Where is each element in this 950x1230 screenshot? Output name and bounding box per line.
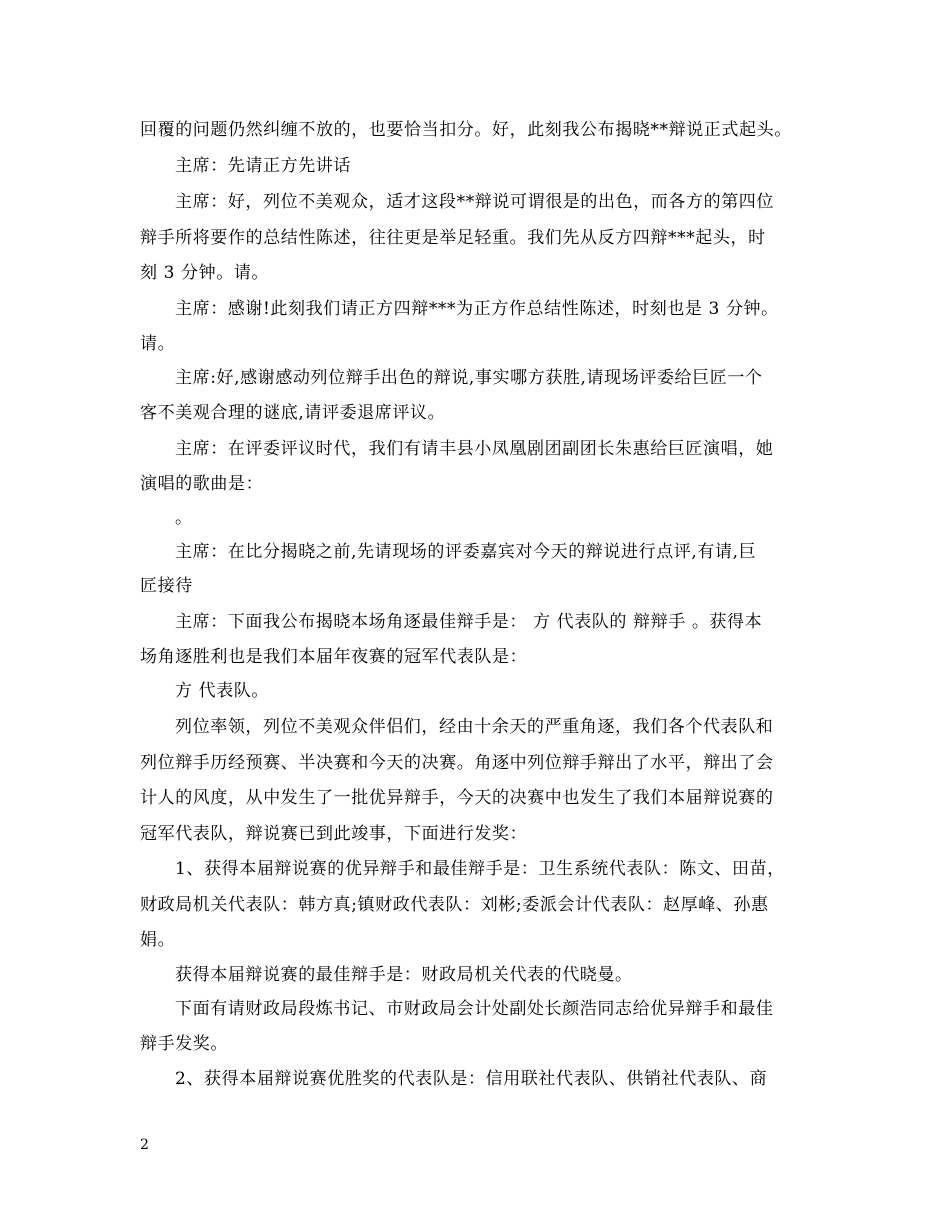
text-line-3: 主席：好，列位不美观众，适才这段**辩说可谓很是的出色，而各方的第四位 (175, 192, 774, 212)
text-line-13: 主席：在比分揭晓之前,先请现场的评委嘉宾对今天的辩说进行点评,有请,巨 (175, 542, 757, 562)
text-line-9: 客不美观合理的谜底,请评委退席评议。 (140, 403, 446, 423)
text-line-8: 主席:好,感谢感动列位辩手出色的辩说,事实哪方获胜,请现场评委给巨匠一个 (175, 368, 763, 388)
text-line-27: 辩手发奖。 (140, 1034, 228, 1054)
text-line-16: 场角逐胜利也是我们本届年夜赛的冠军代表队是： (140, 647, 528, 667)
text-line-22: 1、获得本届辩说赛的优异辩手和最佳辩手是：卫生系统代表队：陈文、田苗， (175, 859, 785, 879)
text-line-26: 下面有请财政局段炼书记、市财政局会计处副处长颜浩同志给优异辩手和最佳 (175, 999, 774, 1019)
page-number: 2 (140, 1137, 149, 1153)
text-line-17: 方 代表队。 (175, 681, 270, 701)
text-line-2: 主席：先请正方先讲话 (175, 156, 351, 176)
text-line-28: 2、获得本届辩说赛优胜奖的代表队是：信用联社代表队、供销社代表队、商 (175, 1069, 768, 1089)
text-line-6: 主席：感谢!此刻我们请正方四辩***为正方作总结性陈述，时刻也是 3 分钟。 (175, 299, 779, 319)
text-line-24: 娟。 (140, 930, 176, 950)
text-line-21: 冠军代表队，辩说赛已到此竣事，下面进行发奖： (140, 824, 528, 844)
text-line-5: 刻 3 分钟。请。 (140, 263, 270, 283)
text-line-7: 请。 (140, 334, 176, 354)
text-line-23: 财政局机关代表队：韩方真;镇财政代表队：刘彬;委派会计代表队：赵厚峰、孙惠 (140, 895, 769, 915)
text-line-4: 辩手所将要作的总结性陈述，往往更是举足轻重。我们先从反方四辩***起头，时 (140, 228, 766, 248)
text-line-25: 获得本届辩说赛的最佳辩手是：财政局机关代表的代晓曼。 (175, 965, 633, 985)
text-line-19: 列位辩手历经预赛、半决赛和今天的决赛。角逐中列位辩手辩出了水平，辩出了会 (140, 753, 774, 773)
text-line-10: 主席：在评委评议时代，我们有请丰县小凤凰剧团副团长朱惠给巨匠演唱，她 (175, 439, 774, 459)
text-line-14: 匠接待 (140, 576, 193, 596)
text-line-15: 主席：下面我公布揭晓本场角逐最佳辩手是： 方 代表队的 辩辩手 。获得本 (175, 612, 763, 632)
text-line-18: 列位率领，列位不美观众伴侣们，经由十余天的严重角逐，我们各个代表队和 (175, 717, 774, 737)
text-line-1: 回覆的问题仍然纠缠不放的，也要恰当扣分。好，此刻我公布揭晓**辩说正式起头。 (140, 120, 792, 140)
text-line-12: 。 (175, 508, 193, 528)
text-line-11: 演唱的歌曲是： (140, 474, 264, 494)
text-line-20: 计人的风度，从中发生了一批优异辩手，今天的决赛中也发生了我们本届辩说赛的 (140, 788, 774, 808)
